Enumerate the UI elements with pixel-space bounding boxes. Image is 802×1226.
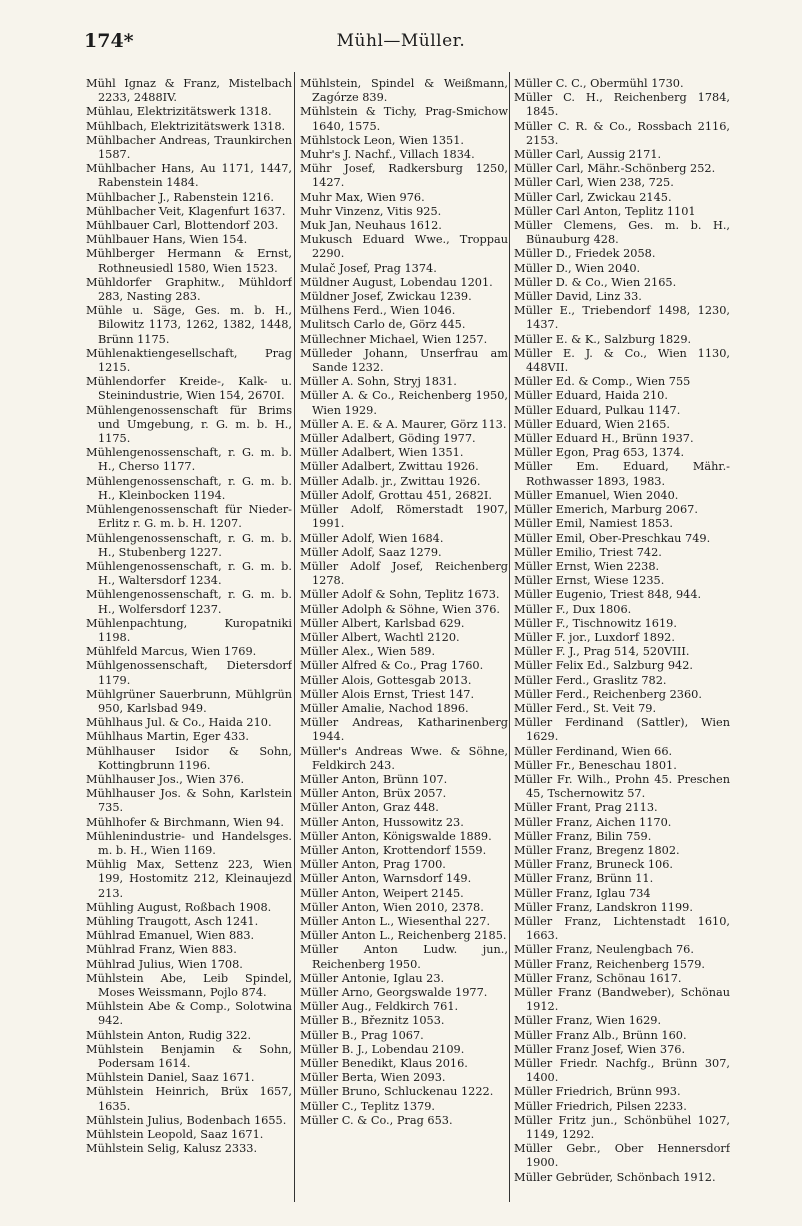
directory-entry: Mühlberger Hermann & Ernst, Rothneusiedl 1580, Wien 1523. [86, 247, 292, 275]
directory-entry: Mühlstein Heinrich, Brüx 1657, 1635. [86, 1085, 292, 1113]
column-middle [300, 77, 508, 1197]
directory-entry: Mühlstein Selig, Kalusz 2333. [86, 1142, 258, 1156]
directory-entry: Müller Adalbert, Göding 1977. [300, 432, 476, 446]
directory-entry: Mühlenpachtung, Kuropatniki 1198. [86, 616, 292, 644]
directory-entry: Mühldorfer Graphitw., Mühldorf 283, Nasting 283. [86, 275, 292, 304]
directory-entry: Müller Ernst, Wiese 1235. [514, 574, 665, 588]
directory-entry: Müller Antonie, Iglau 23. [300, 971, 445, 985]
directory-entry: Müller Emil, Ober-Preschkau 749. [514, 531, 711, 545]
directory-entry: Müller Carl, Wien 238, 725. [514, 176, 674, 190]
directory-entry: Mühlengenossenschaft, r. G. m. b. H., Stubenberg 1227. [86, 531, 292, 559]
directory-entry: Mülleder Johann, Unserfrau am Sande 1232. [300, 346, 508, 375]
column-left [86, 77, 292, 1197]
directory-entry: Mühling August, Roßbach 1908. [86, 900, 272, 914]
directory-entry: Müller C. C., Obermühl 1730. [514, 77, 684, 90]
directory-entry: Müller Franz, Iglau 734 [514, 886, 651, 900]
directory-entry: Müller F., Dux 1806. [514, 602, 632, 616]
page-title: Mühl—Müller. [336, 31, 466, 51]
directory-entry: Müller C. R. & Co., Rossbach 2116, 2153. [514, 119, 730, 147]
directory-entry: Mühlbach, Elektrizitätswerk 1318. [86, 119, 286, 133]
directory-entry: Müller Franz, Landskron 1199. [514, 900, 693, 914]
directory-entry: Müller's Andreas Wwe. & Söhne, Feldkirch 243. [300, 744, 508, 772]
directory-entry: Müller B., Prag 1067. [300, 1028, 424, 1042]
directory-entry: Müller Alois, Gottesgab 2013. [300, 673, 472, 687]
directory-entry: Mühlengenossenschaft, r. G. m. b. H., Kleinbocken 1194. [86, 474, 292, 502]
directory-entry: Müller Alex., Wien 589. [300, 645, 436, 659]
directory-entry: Müller Adalb. jr., Zwittau 1926. [300, 474, 481, 488]
directory-entry: Mühlenindustrie- und Handelsges. m. b. H., Wien 1169. [86, 829, 292, 857]
directory-entry: Müller Franz, Wien 1629. [514, 1014, 662, 1028]
directory-entry: Müller Anton, Hussowitz 23. [300, 815, 464, 829]
directory-entry: Mühlhauser Jos. & Sohn, Karlstein 735. [86, 787, 292, 815]
directory-entry: Müller David, Linz 33. [514, 290, 642, 304]
directory-entry: Mühlfeld Marcus, Wien 1769. [86, 645, 257, 659]
directory-entry: Müller F., Tischnowitz 1619. [514, 616, 677, 630]
directory-entry: Müller Carl, Aussig 2171. [514, 148, 662, 162]
directory-entry: Müller Friedr. Nachfg., Brünn 307, 1400. [514, 1057, 730, 1085]
directory-entry: Mühlhauser Jos., Wien 376. [86, 772, 245, 786]
directory-entry: Mühlbacher J., Rabenstein 1216. [86, 190, 274, 204]
directory-entry: Müller Adolf, Wien 1684. [300, 531, 444, 545]
directory-entry: Müller Adolph & Söhne, Wien 376. [300, 602, 500, 616]
directory-entry: Müller Berta, Wien 2093. [300, 1071, 446, 1085]
directory-entry: Müller Adolf, Römerstadt 1907, 1991. [300, 503, 508, 531]
directory-entry: Müller Adalbert, Zwittau 1926. [300, 460, 479, 474]
page-header [84, 30, 718, 60]
directory-entry: Mühlgrüner Sauerbrunn, Mühlgrün 950, Karlsbad 949. [86, 687, 292, 715]
directory-entry: Mühl Ignaz & Franz, Mistelbach 2233, 2488IV. [86, 77, 292, 105]
directory-entry: Müller Franz, Bilin 759. [514, 829, 652, 843]
directory-entry: Mühlengenossenschaft, r. G. m. b. H., Cherso 1177. [86, 446, 292, 474]
directory-entry: Mühlbauer Carl, Blottendorf 203. [86, 219, 279, 233]
directory-entry: Müller Anton, Brünn 107. [300, 772, 448, 786]
directory-entry: Müller Ferd., St. Veit 79. [514, 701, 657, 715]
directory-entry: Müller Eugenio, Triest 848, 944. [514, 588, 702, 602]
directory-entry: Müller Felix Ed., Salzburg 942. [514, 659, 694, 673]
directory-entry: Mühlstein Benjamin & Sohn, Podersam 1614. [86, 1042, 292, 1071]
directory-entry: Müller Franz, Aichen 1170. [514, 815, 672, 829]
directory-entry: Müldner August, Lobendau 1201. [300, 275, 493, 289]
directory-columns [86, 77, 730, 1197]
directory-entry: Mühlstein & Tichy, Prag-Smichow 1640, 1575. [300, 105, 508, 133]
directory-entry: Müller Carl Anton, Teplitz 1101 [514, 204, 696, 218]
directory-entry: Müller Emilio, Triest 742. [514, 545, 662, 559]
directory-entry: Müller Andreas, Katharinenberg 1944. [300, 716, 508, 744]
directory-entry: Müller F. jor., Luxdorf 1892. [514, 630, 675, 644]
directory-entry: Müller Eduard, Haida 210. [514, 389, 668, 403]
directory-entry: Muhr Vinzenz, Vitis 925. [300, 204, 442, 218]
directory-entry: Müller D. & Co., Wien 2165. [514, 275, 677, 289]
directory-entry: Müller Adolf, Grottau 451, 2682I. [300, 488, 492, 502]
directory-entry: Mühlstein Leopold, Saaz 1671. [86, 1128, 264, 1142]
directory-entry: Müller Fr., Beneschau 1801. [514, 758, 677, 772]
directory-entry: Müller Ferd., Graslitz 782. [514, 673, 667, 687]
directory-entry: Müller Franz, Reichenberg 1579. [514, 957, 705, 971]
directory-entry: Müllechner Michael, Wien 1257. [300, 332, 488, 346]
directory-entry: Müller A. Sohn, Stryj 1831. [300, 375, 457, 389]
directory-entry: Müller Aug., Feldkirch 761. [300, 1000, 459, 1014]
directory-entry: Mukusch Eduard Wwe., Troppau 2290. [300, 233, 508, 261]
directory-entry: Müller A. & Co., Reichenberg 1950, Wien 1929. [300, 389, 508, 417]
directory-entry: Müller Ernst, Wien 2238. [514, 559, 660, 573]
directory-entry: Müller Emil, Namiest 1853. [514, 517, 674, 531]
directory-entry: Müller Em. Eduard, Mähr.-Rothwasser 1893, 1983. [514, 460, 730, 488]
directory-entry: Mühlig Max, Settenz 223, Wien 199, Hostomitz 212, Kleinaujezd 213. [86, 858, 292, 900]
directory-entry: Mühlrad Julius, Wien 1708. [86, 957, 243, 971]
directory-entry: Müller C. H., Reichenberg 1784, 1845. [514, 91, 730, 119]
directory-entry: Mühlstein Abe, Leib Spindel, Moses Weissmann, Pojlo 874. [86, 971, 292, 999]
directory-entry: Mühlrad Emanuel, Wien 883. [86, 929, 255, 943]
directory-entry: Müller Franz, Bruneck 106. [514, 858, 673, 872]
directory-entry: Müller Carl, Mähr.-Schönberg 252. [514, 162, 716, 176]
directory-entry: Mühlstein Daniel, Saaz 1671. [86, 1071, 255, 1085]
directory-entry: Mühlbauer Hans, Wien 154. [86, 233, 248, 247]
directory-entry: Müller Alfred & Co., Prag 1760. [300, 659, 484, 673]
directory-entry: Müller Franz, Schönau 1617. [514, 971, 682, 985]
directory-entry: Müller Anton, Weipert 2145. [300, 886, 464, 900]
directory-entry: Müller D., Friedek 2058. [514, 247, 656, 261]
directory-entry: Müldner Josef, Zwickau 1239. [300, 290, 472, 304]
directory-entry: Mühlengenossenschaft für Brims und Umgebung, r. G. m. b. H., 1175. [86, 403, 292, 446]
directory-entry: Müller Friedrich, Pilsen 2233. [514, 1099, 687, 1113]
directory-entry: Müller Adolf, Saaz 1279. [300, 545, 442, 559]
directory-entry: Mühlhofer & Birchmann, Wien 94. [86, 815, 284, 829]
directory-entry: Mühlendorfer Kreide-, Kalk- u. Steinindustrie, Wien 154, 2670I. [86, 375, 292, 403]
directory-entry: Mühle u. Säge, Ges. m. b. H., Bilowitz 1173, 1262, 1382, 1448, Brünn 1175. [86, 304, 292, 346]
directory-entry: Müller Clemens, Ges. m. b. H., Bünauburg 428. [514, 219, 730, 247]
directory-entry: Müller Amalie, Nachod 1896. [300, 701, 469, 715]
directory-entry: Müller Ferd., Reichenberg 2360. [514, 687, 702, 701]
directory-entry: Muhr's J. Nachf., Villach 1834. [300, 148, 475, 162]
directory-entry: Müller Franz, Brünn 11. [514, 872, 654, 886]
directory-entry: Mühlau, Elektrizitätswerk 1318. [86, 105, 272, 119]
directory-entry: Müller Franz (Bandweber), Schönau 1912. [514, 986, 730, 1014]
directory-entry: Müller Eduard, Wien 2165. [514, 417, 670, 431]
directory-entry: Mülhens Ferd., Wien 1046. [300, 304, 456, 318]
directory-entry: Mühlengenossenschaft, r. G. m. b. H., Waltersdorf 1234. [86, 559, 292, 588]
directory-entry: Müller Alois Ernst, Triest 147. [300, 687, 475, 701]
directory-entry: Müller Anton, Krottendorf 1559. [300, 843, 487, 857]
directory-entry: Müller Adolf Josef, Reichenberg 1278. [300, 559, 508, 588]
directory-entry: Müller Adalbert, Wien 1351. [300, 446, 464, 460]
directory-entry: Müller Anton, Warnsdorf 149. [300, 872, 472, 886]
directory-entry: Mühlbacher Veit, Klagenfurt 1637. [86, 204, 286, 218]
directory-entry: Müller A. E. & A. Maurer, Görz 113. [300, 417, 507, 431]
directory-entry: Müller F. J., Prag 514, 520VIII. [514, 645, 690, 659]
directory-entry: Mühling Traugott, Asch 1241. [86, 914, 259, 928]
directory-entry: Müller Eduard, Pulkau 1147. [514, 403, 681, 417]
directory-entry: Müller D., Wien 2040. [514, 261, 641, 275]
directory-entry: Müller Albert, Karlsbad 629. [300, 616, 465, 630]
directory-entry: Müller Fr. Wilh., Prohn 45. Preschen 45, Tschernowitz 57. [514, 772, 730, 801]
directory-entry: Mühlhauser Isidor & Sohn, Kottingbrunn 1196. [86, 744, 292, 772]
directory-entry: Müller Benedikt, Klaus 2016. [300, 1057, 468, 1071]
directory-entry: Müller Adolf & Sohn, Teplitz 1673. [300, 588, 500, 602]
directory-entry: Müller Anton L., Wiesenthal 227. [300, 914, 491, 928]
directory-entry: Mühlstein, Spindel & Weißmann, Zagórze 839. [300, 77, 508, 105]
directory-entry: Müller Franz, Lichtenstadt 1610, 1663. [514, 914, 730, 943]
directory-entry: Müller Ferdinand (Sattler), Wien 1629. [514, 716, 730, 744]
directory-entry: Müller Franz Josef, Wien 376. [514, 1042, 686, 1056]
directory-entry: Mühlstein Anton, Rudig 322. [86, 1028, 252, 1042]
directory-entry: Mulitsch Carlo de, Görz 445. [300, 318, 466, 332]
directory-entry: Mühlbacher Hans, Au 1171, 1447, Rabenstein 1484. [86, 162, 292, 190]
directory-entry: Mühlenaktiengesellschaft, Prag 1215. [86, 346, 292, 375]
directory-entry: Müller Franz, Neulengbach 76. [514, 943, 694, 957]
directory-entry: Müller Emanuel, Wien 2040. [514, 488, 679, 502]
column-right [514, 77, 730, 1197]
directory-entry: Mühlgenossenschaft, Dietersdorf 1179. [86, 659, 292, 687]
directory-entry: Muk Jan, Neuhaus 1612. [300, 219, 442, 233]
directory-entry: Müller B. J., Lobendau 2109. [300, 1042, 465, 1056]
directory-entry: Müller Anton, Wien 2010, 2378. [300, 900, 484, 914]
directory-entry: Müller Anton, Brüx 2057. [300, 787, 447, 801]
directory-entry: Müller Ed. & Comp., Wien 755 [514, 375, 691, 389]
directory-entry: Müller Emerich, Marburg 2067. [514, 503, 698, 517]
directory-entry: Müller Anton, Graz 448. [300, 801, 439, 815]
directory-entry: Müller Egon, Prag 653, 1374. [514, 446, 685, 460]
directory-entry: Müller Albert, Wachtl 2120. [300, 630, 460, 644]
directory-entry: Müller Anton L., Reichenberg 2185. [300, 929, 507, 943]
directory-entry: Mühlengenossenschaft für Nieder-Erlitz r. G. m. b. H. 1207. [86, 503, 292, 531]
directory-entry: Mühlhaus Jul. & Co., Haida 210. [86, 716, 272, 730]
directory-entry: Mühlrad Franz, Wien 883. [86, 943, 237, 957]
directory-entry: Müller Friedrich, Brünn 993. [514, 1085, 681, 1099]
directory-entry: Müller Frant, Prag 2113. [514, 801, 658, 815]
directory-entry: Müller E., Triebendorf 1498, 1230, 1437. [514, 304, 730, 332]
directory-entry: Müller Eduard H., Brünn 1937. [514, 432, 694, 446]
directory-entry: Müller Ferdinand, Wien 66. [514, 744, 673, 758]
page-number: 174* [84, 30, 134, 52]
directory-entry: Müller Anton, Prag 1700. [300, 858, 446, 872]
directory-entry: Müller E. & K., Salzburg 1829. [514, 332, 692, 346]
directory-entry: Müller Gebrüder, Schönbach 1912. [514, 1170, 716, 1184]
directory-entry: Muhr Max, Wien 976. [300, 190, 425, 204]
directory-entry: Mulač Josef, Prag 1374. [300, 261, 437, 275]
directory-entry: Mühr Josef, Radkersburg 1250, 1427. [300, 162, 508, 190]
directory-entry: Müller Anton Ludw. jun., Reichenberg 1950. [300, 943, 508, 971]
directory-entry: Mühlstock Leon, Wien 1351. [300, 133, 464, 147]
directory-entry: Müller B., Březnitz 1053. [300, 1014, 445, 1028]
directory-entry: Mühlstein Abe & Comp., Solotwina 942. [86, 1000, 292, 1028]
directory-entry: Mühlengenossenschaft, r. G. m. b. H., Wolfersdorf 1237. [86, 588, 292, 616]
directory-entry: Müller Anton, Königswalde 1889. [300, 829, 492, 843]
directory-entry: Müller Franz, Bregenz 1802. [514, 843, 680, 857]
directory-entry: Müller Gebr., Ober Hennersdorf 1900. [514, 1142, 730, 1170]
directory-entry: Müller Bruno, Schluckenau 1222. [300, 1085, 494, 1099]
directory-entry: Müller C., Teplitz 1379. [300, 1099, 435, 1113]
directory-entry: Mühlhaus Martin, Eger 433. [86, 730, 250, 744]
directory-entry: Müller E. J. & Co., Wien 1130, 448VII. [514, 346, 730, 375]
directory-entry: Müller Franz Alb., Brünn 160. [514, 1028, 687, 1042]
directory-entry: Müller Carl, Zwickau 2145. [514, 190, 672, 204]
directory-entry: Müller Arno, Georgswalde 1977. [300, 986, 488, 999]
directory-entry: Mühlstein Julius, Bodenbach 1655. [86, 1113, 287, 1127]
directory-entry: Müller Fritz jun., Schönbühel 1027, 1149, 1292. [514, 1113, 730, 1142]
directory-entry: Mühlbacher Andreas, Traunkirchen 1587. [86, 133, 292, 162]
directory-entry: Müller C. & Co., Prag 653. [300, 1113, 453, 1127]
